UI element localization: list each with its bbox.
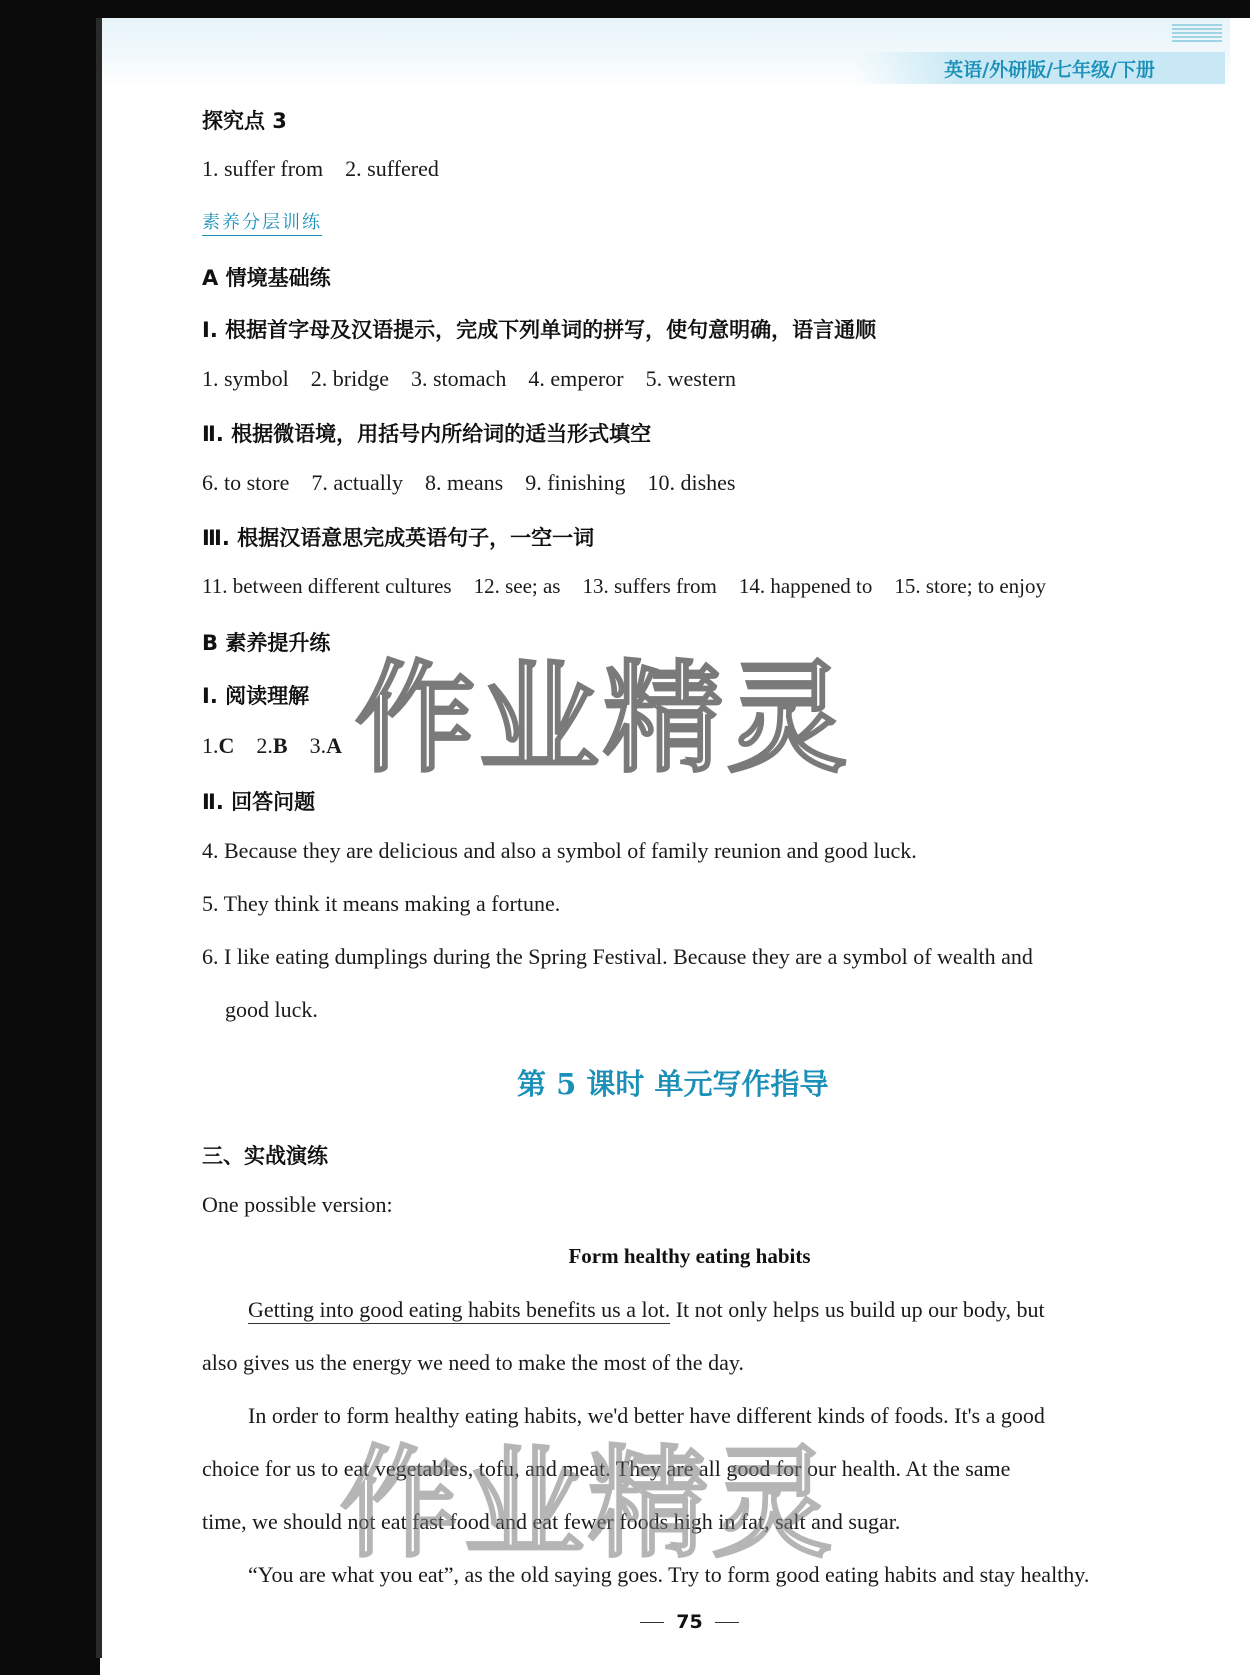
answer-letter: A — [326, 733, 342, 758]
essay-line: time, we should not eat fast food and eat fewer foods high in fat, salt and sugar. — [202, 1509, 901, 1534]
answer: 1. symbol — [202, 366, 289, 391]
answer-text: 6. I like eating dumplings during the Spring Festival. Because they are a symbol of wealth and — [202, 944, 1033, 969]
answer: 15. store; to enjoy — [894, 574, 1047, 598]
scan-border-left — [0, 0, 100, 1675]
essay-line — [248, 1297, 1045, 1323]
part-b-title: B 素养提升练 — [202, 631, 331, 655]
header-decoration — [1172, 24, 1222, 44]
question-title: Ⅲ. 根据汉语意思完成英语句子，一空一词 — [202, 526, 595, 550]
watermark — [355, 650, 851, 789]
answer-number: 1. — [202, 733, 219, 758]
watermark-char: 灵 — [727, 650, 847, 789]
practice-title: 三、实战演练 — [202, 1144, 328, 1168]
answer: 9. finishing — [525, 470, 626, 495]
answer: 1. suffer from — [202, 156, 324, 181]
answer-row — [202, 366, 736, 392]
essay-intro: One possible version: — [202, 1192, 393, 1217]
part-a-title: A 情境基础练 — [202, 266, 331, 290]
essay-line: In order to form healthy eating habits, we'd better have different kinds of foods. It's a good — [248, 1403, 1045, 1428]
answer: 12. see; as — [473, 574, 561, 598]
page-number-value: 75 — [676, 1611, 703, 1633]
watermark-char: 业 — [464, 1435, 584, 1574]
answer: 11. between different cultures — [202, 574, 452, 598]
question-title: Ⅰ. 根据首字母及汉语提示，完成下列单词的拼写，使句意明确，语言通顺 — [202, 318, 877, 342]
section-title: 探究点 3 — [202, 109, 287, 133]
essay-text: It not only helps us build up our body, but — [670, 1297, 1045, 1322]
watermark-char: 作 — [340, 1435, 460, 1574]
page-number-dash — [715, 1622, 739, 1623]
question-title: Ⅱ. 根据微语境，用括号内所给词的适当形式填空 — [202, 422, 652, 446]
answer: 13. suffers from — [582, 574, 717, 598]
header-text: 英语/外研版/七年级/下册 — [944, 58, 1155, 81]
question-title: Ⅰ. 阅读理解 — [202, 684, 310, 708]
page-number-dash — [640, 1622, 664, 1623]
lesson-title: 第 5 课时 单元写作指导 — [517, 1067, 829, 1101]
answer: 14. happened to — [738, 574, 873, 598]
answer-text: 4. Because they are delicious and also a symbol of family reunion and good luck. — [202, 838, 917, 863]
answer: 8. means — [425, 470, 504, 495]
answer: 6. to store — [202, 470, 290, 495]
answer-number: 2. — [256, 733, 273, 758]
answer-row — [202, 733, 342, 759]
answer-letter: C — [218, 733, 235, 758]
answer: 5. western — [645, 366, 737, 391]
watermark-char: 灵 — [712, 1435, 832, 1574]
question-title: Ⅱ. 回答问题 — [202, 790, 316, 814]
watermark-char: 业 — [479, 650, 599, 789]
essay-line: also gives us the energy we need to make the most of the day. — [202, 1350, 744, 1375]
training-label-row — [202, 208, 322, 234]
essay-line: choice for us to eat vegetables, tofu, and meat. They are all good for our health. At the same — [202, 1456, 1011, 1481]
answer: 10. dishes — [647, 470, 736, 495]
topic-sentence: Getting into good eating habits benefits us a lot. — [248, 1297, 671, 1322]
watermark-char: 精 — [603, 650, 723, 789]
answer: 2. suffered — [345, 156, 439, 181]
answer-text: good luck. — [225, 997, 318, 1022]
answer-row — [202, 470, 735, 496]
answer-number: 3. — [309, 733, 327, 758]
answer: 2. bridge — [310, 366, 389, 391]
answer-letter: B — [272, 733, 288, 758]
header-tag — [854, 52, 1225, 84]
section3-answers — [202, 156, 439, 182]
answer: 7. actually — [311, 470, 404, 495]
page-number — [202, 1608, 1177, 1634]
answer-row — [202, 574, 1046, 599]
answer: 3. stomach — [411, 366, 507, 391]
watermark-char: 作 — [355, 650, 475, 789]
scan-border-top — [0, 0, 1250, 18]
essay-line: “You are what you eat”, as the old saying goes. Try to form good eating habits and stay healthy. — [248, 1562, 1090, 1587]
watermark-char: 精 — [588, 1435, 708, 1574]
answer: 4. emperor — [528, 366, 624, 391]
essay-title: Form healthy eating habits — [568, 1244, 811, 1268]
training-label: 素养分层训练 — [202, 212, 322, 236]
watermark — [340, 1435, 836, 1574]
answer-text: 5. They think it means making a fortune. — [202, 891, 561, 916]
